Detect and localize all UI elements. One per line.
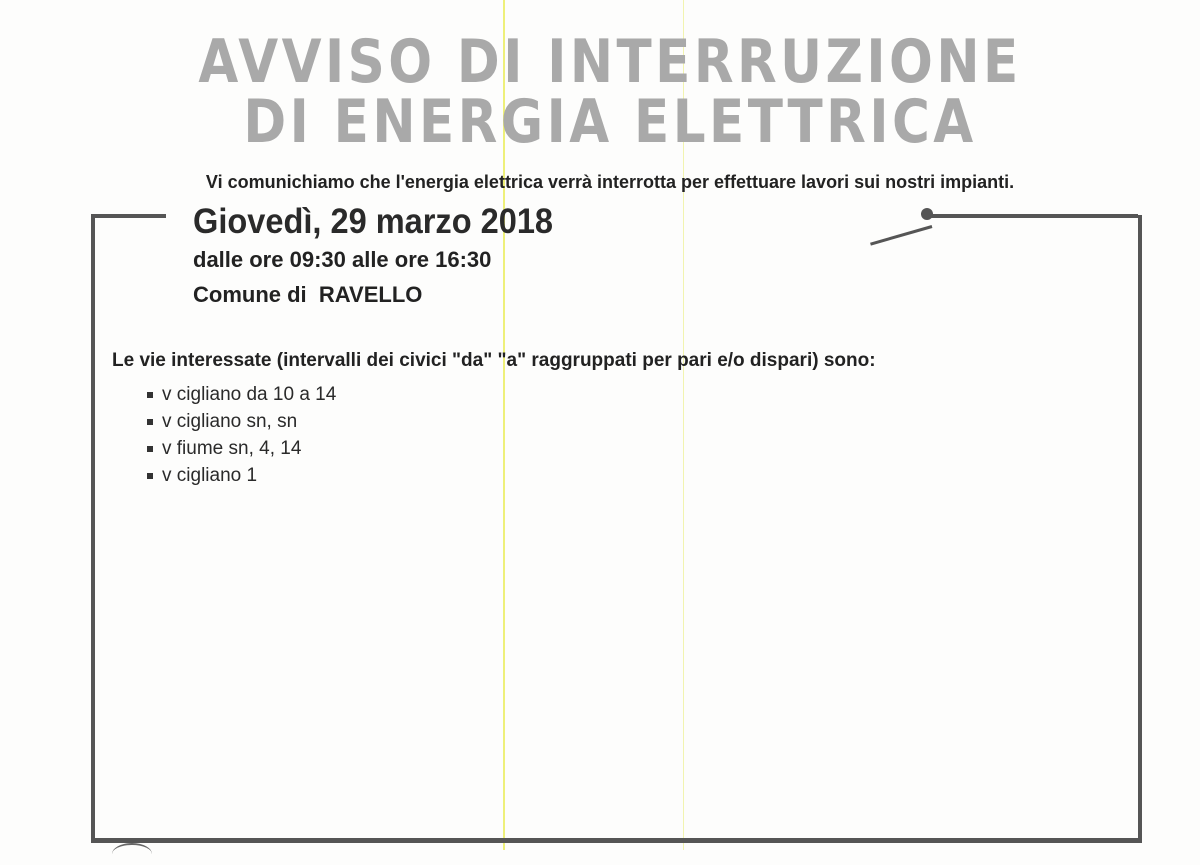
frame-top-left-segment xyxy=(91,214,166,218)
bullet-icon xyxy=(147,419,153,425)
bullet-icon xyxy=(147,392,153,398)
notice-intro: Vi comunichiamo che l'energia elettrica verrà interrotta per effettuare lavori sui nostri impianti. xyxy=(205,172,1015,192)
streets-list xyxy=(147,381,336,489)
list-item xyxy=(147,435,336,462)
scan-corner-mark xyxy=(112,843,152,865)
street-label: v fiume sn, 4, 14 xyxy=(162,438,302,459)
bullet-icon xyxy=(147,473,153,479)
outage-hours: dalle ore 09:30 alle ore 16:30 xyxy=(193,247,492,272)
streets-intro: Le vie interessate (intervalli dei civici "da" "a" raggruppati per pari e/o dispari) sono: xyxy=(112,350,876,371)
notice-frame xyxy=(91,215,1142,843)
street-label: v cigliano da 10 a 14 xyxy=(162,384,337,405)
notice-title-line-2: DI ENERGIA ELETTRICA xyxy=(243,87,977,157)
list-item xyxy=(147,462,336,489)
notice-title-line-1: AVVISO DI INTERRUZIONE xyxy=(198,27,1022,97)
frame-top-right-segment xyxy=(928,214,1138,218)
street-label: v cigliano 1 xyxy=(162,465,258,486)
outage-date: Giovedì, 29 marzo 2018 xyxy=(193,202,554,241)
list-item xyxy=(147,408,336,435)
bullet-icon xyxy=(147,446,153,452)
street-label: v cigliano sn, sn xyxy=(162,411,298,432)
frame-pin-dot xyxy=(921,208,933,220)
outage-comune: Comune di RAVELLO xyxy=(193,282,423,307)
list-item xyxy=(147,381,336,408)
